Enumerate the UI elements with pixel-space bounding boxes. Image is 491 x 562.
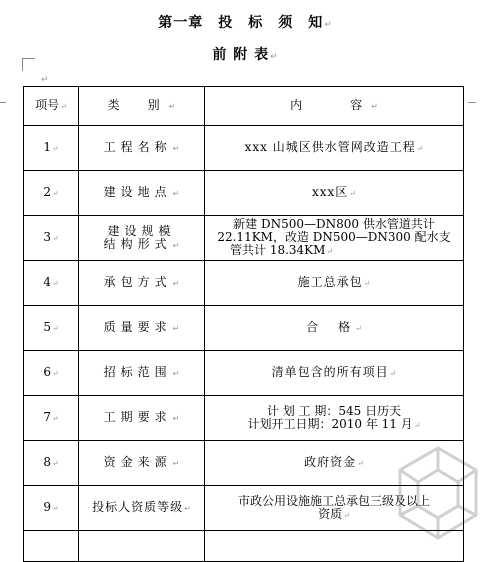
row-category-line-text: 结构形式 [103, 236, 172, 251]
row-content [205, 126, 464, 171]
row-no-text: 2 [43, 185, 51, 199]
row-category-text: 质量要求 [103, 320, 172, 334]
margin-tick [0, 102, 6, 103]
cell-mark: ↵ [413, 420, 421, 430]
header-category-text: 类 别 [107, 98, 168, 112]
cell-mark: ↵ [172, 459, 180, 468]
table-row [24, 171, 464, 216]
row-category-line [82, 238, 201, 252]
row-content-line [208, 418, 460, 432]
row-content-text: 政府资金 [304, 455, 357, 469]
row-no [24, 171, 79, 216]
cell-mark: ↵ [60, 102, 67, 111]
cell-mark: ↵ [51, 324, 59, 333]
row-content-line-text: 资质 [318, 506, 343, 521]
row-category [79, 216, 205, 261]
paragraph-mark: ↵ [41, 75, 49, 85]
cell-mark: ↵ [363, 279, 371, 288]
cell-mark: ↵ [371, 102, 378, 111]
table-row [24, 306, 464, 351]
cell-mark: ↵ [172, 189, 180, 198]
row-content [205, 261, 464, 306]
table-row [24, 261, 464, 306]
row-category-text: 工程名称 [103, 140, 172, 154]
row-content [205, 306, 464, 351]
row-no [24, 216, 79, 261]
cell-mark: ↵ [355, 324, 362, 333]
row-category-text: 承包方式 [103, 275, 172, 289]
header-no-text: 项号 [35, 98, 60, 112]
row-content-text: 清单包含的所有项目 [271, 365, 389, 379]
header-content-text: 内 容 [290, 98, 371, 112]
cell-mark: ↵ [416, 144, 424, 153]
row-category [79, 531, 205, 562]
row-category [79, 441, 205, 486]
cell-mark: ↵ [51, 504, 59, 513]
row-category [79, 171, 205, 216]
chapter-title [0, 12, 491, 32]
header-no [24, 87, 79, 126]
cell-mark: ↵ [168, 102, 176, 111]
row-content [205, 216, 464, 261]
row-content-line: 计 划 工 期：545 日历天 [266, 403, 402, 418]
row-category [79, 396, 205, 441]
row-no [24, 351, 79, 396]
row-category [79, 486, 205, 531]
row-no [24, 396, 79, 441]
row-content-line: 市政公用设施施工总承包三级及以上 [237, 493, 430, 508]
cell-mark: ↵ [326, 247, 334, 256]
row-no-text: 5 [43, 320, 51, 334]
cell-mark: ↵ [389, 369, 397, 378]
row-category-line: 建设规模 [107, 223, 176, 238]
margin-tick [468, 102, 476, 103]
cell-mark: ↵ [51, 279, 59, 288]
subtitle-text: 前 附 表 [212, 47, 270, 63]
row-category-text: 资金来源 [103, 455, 172, 469]
row-no-text: 1 [43, 140, 51, 154]
paragraph-mark: ↵ [324, 20, 333, 30]
cell-mark: ↵ [172, 324, 180, 333]
row-no-text: 8 [43, 455, 51, 469]
row-no [24, 531, 79, 562]
row-content-text: 施工总承包 [297, 275, 363, 289]
row-content [205, 171, 464, 216]
table-header-row [24, 87, 464, 126]
row-no-text: 6 [43, 365, 51, 379]
header-category [79, 87, 205, 126]
row-content-text: xxx区 [311, 185, 349, 199]
cell-mark: ↵ [51, 189, 59, 198]
row-no-text: 9 [43, 500, 51, 514]
row-no [24, 486, 79, 531]
cell-mark: ↵ [184, 504, 191, 513]
row-no-text: 3 [43, 230, 51, 244]
row-content-line: 22.11KM，改造 DN500—DN300 配水支 [217, 230, 451, 244]
row-no [24, 126, 79, 171]
paragraph-mark: ↵ [270, 52, 279, 62]
cell-mark: ↵ [51, 369, 59, 378]
cell-mark: ↵ [349, 189, 356, 198]
row-category-text: 招标范围 [103, 365, 172, 379]
row-no-text: 4 [43, 275, 51, 289]
chapter-title-text: 第一章 投 标 须 知 [158, 15, 324, 31]
row-no-text: 7 [43, 410, 51, 424]
row-category [79, 351, 205, 396]
row-content-line-text: 计划开工日期：2010 年 11 月 [247, 416, 413, 431]
row-no [24, 441, 79, 486]
table-row [24, 351, 464, 396]
row-content [205, 396, 464, 441]
cell-mark: ↵ [172, 240, 180, 250]
margin-corner-mark [22, 58, 35, 71]
table-row [24, 396, 464, 441]
cell-mark: ↵ [172, 414, 180, 423]
cell-mark: ↵ [172, 279, 180, 288]
watermark-logo-icon [388, 440, 488, 550]
cell-mark: ↵ [172, 369, 180, 378]
cell-mark: ↵ [51, 144, 59, 153]
row-category-text: 工期要求 [103, 410, 172, 424]
row-category [79, 306, 205, 351]
row-category [79, 261, 205, 306]
cell-mark: ↵ [51, 459, 59, 468]
row-category-text: 建设地点 [103, 185, 172, 199]
header-content [205, 87, 464, 126]
cell-mark: ↵ [343, 510, 350, 520]
row-content-line [208, 244, 460, 258]
row-no [24, 306, 79, 351]
row-content-text: 合 格 [306, 320, 355, 334]
table-row [24, 216, 464, 261]
row-no [24, 261, 79, 306]
row-content [205, 351, 464, 396]
row-category [79, 126, 205, 171]
cell-mark: ↵ [51, 234, 59, 243]
cell-mark: ↵ [172, 144, 180, 153]
cell-mark: ↵ [51, 414, 59, 423]
subtitle [0, 44, 491, 64]
table-row [24, 126, 464, 171]
row-content-text: xxx 山城区供水管网改造工程 [244, 140, 416, 154]
row-content-line: 新建 DN500—DN800 供水管道共计 [233, 217, 435, 231]
cell-mark: ↵ [357, 459, 364, 468]
row-category-text: 投标人资质等级 [92, 500, 184, 514]
row-content-line-text: 管共计 18.34KM [230, 243, 326, 257]
